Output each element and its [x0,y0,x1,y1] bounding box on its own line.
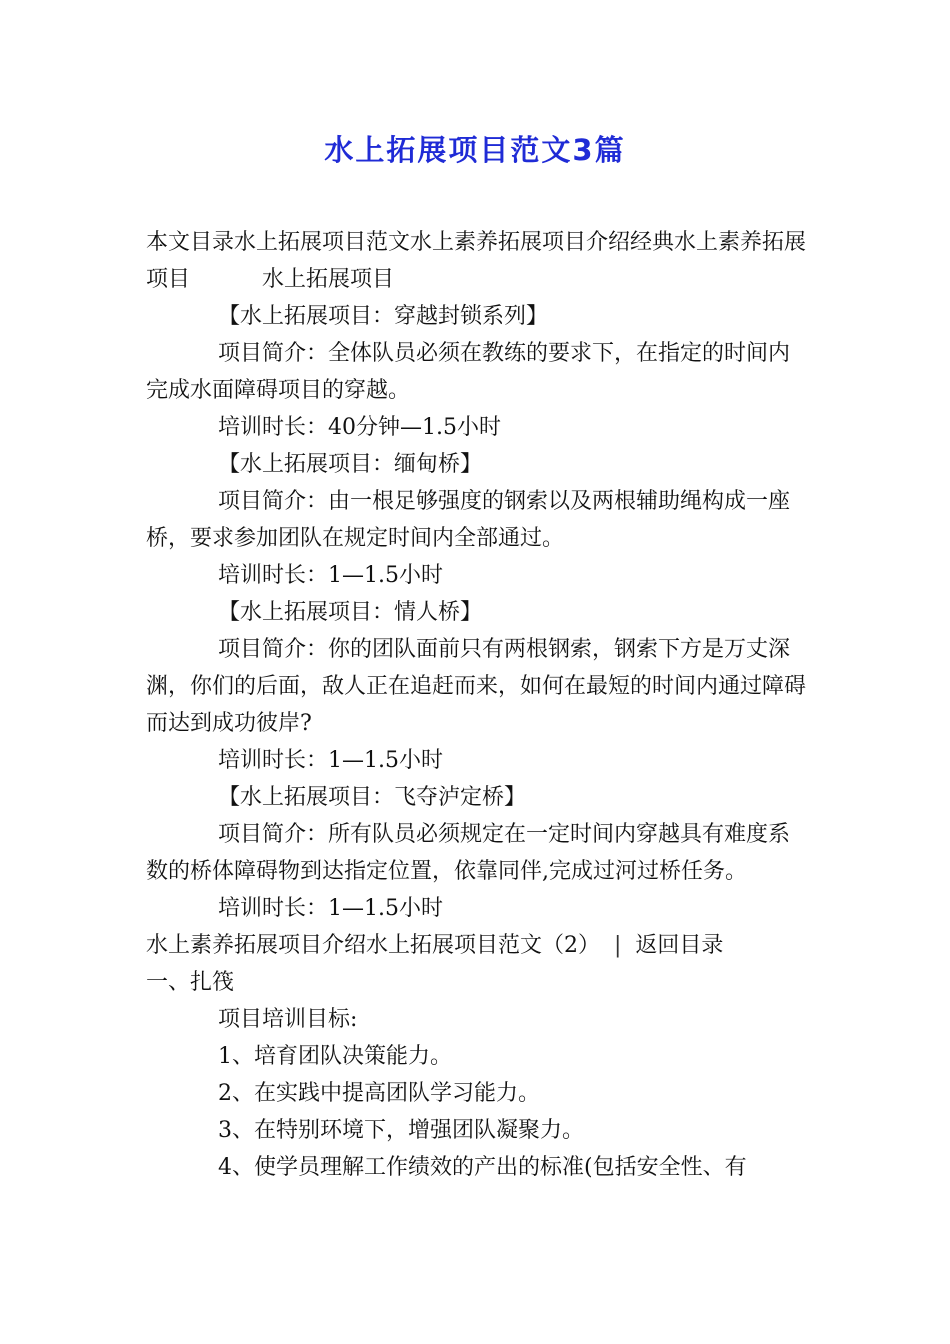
item-heading: 【水上拓展项目：飞夺泸定桥】 [218,785,527,810]
nav-separator: | [614,933,622,958]
item-heading: 【水上拓展项目：情人桥】 [218,600,483,625]
item-intro: 项目简介：所有队员必须规定在一定时间内穿越具有难度系数的桥体障碍物到达指定位置，依靠同伴,完成过河过桥任务。 [146,822,791,884]
goal-item: 3、在特别环境下，增强团队凝聚力。 [218,1118,584,1143]
item-duration: 培训时长：1—1.5小时 [218,896,443,921]
item-intro: 项目简介：你的团队面前只有两根钢索，钢索下方是万丈深渊，你们的后面，敌人正在追赶而来，如何在最短的时间内通过障碍而达到成功彼岸? [146,637,807,736]
item-intro: 项目简介：全体队员必须在教练的要求下，在指定的时间内完成水面障碍项目的穿越。 [146,341,791,403]
goals-label: 项目培训目标: [218,1007,358,1032]
section-heading: 一、扎筏 [146,970,235,995]
item-duration: 培训时长：40分钟—1.5小时 [218,415,501,440]
document-body [146,224,810,1186]
goal-item: 2、在实践中提高团队学习能力。 [218,1081,540,1106]
item-duration: 培训时长：1—1.5小时 [218,748,443,773]
toc-link-3[interactable]: 经典水上素养拓展项目 [146,230,807,292]
goal-item: 1、培育团队决策能力。 [218,1044,452,1069]
goal-item: 4、使学员理解工作绩效的产出的标准(包括安全性、有 [218,1155,747,1180]
item-heading: 【水上拓展项目：缅甸桥】 [218,452,483,477]
item-intro: 项目简介：由一根足够强度的钢索以及两根辅助绳构成一座桥，要求参加团队在规定时间内全部通过。 [146,489,791,551]
section-heading: 水上拓展项目 [262,267,395,292]
document-title: 水上拓展项目范文3篇 [324,133,626,167]
toc-link-1[interactable]: 水上拓展项目范文 [234,230,411,255]
item-duration: 培训时长：1—1.5小时 [218,563,443,588]
back-to-toc-link[interactable]: 返回目录 [635,933,724,958]
item-heading: 【水上拓展项目：穿越封锁系列】 [218,304,549,329]
section-nav-label: 水上素养拓展项目介绍水上拓展项目范文（2） [146,933,600,958]
toc-prefix: 本文目录 [146,230,235,255]
toc-link-2[interactable]: 水上素养拓展项目介绍 [410,230,631,255]
section-nav [146,927,810,964]
table-of-contents [146,224,810,298]
